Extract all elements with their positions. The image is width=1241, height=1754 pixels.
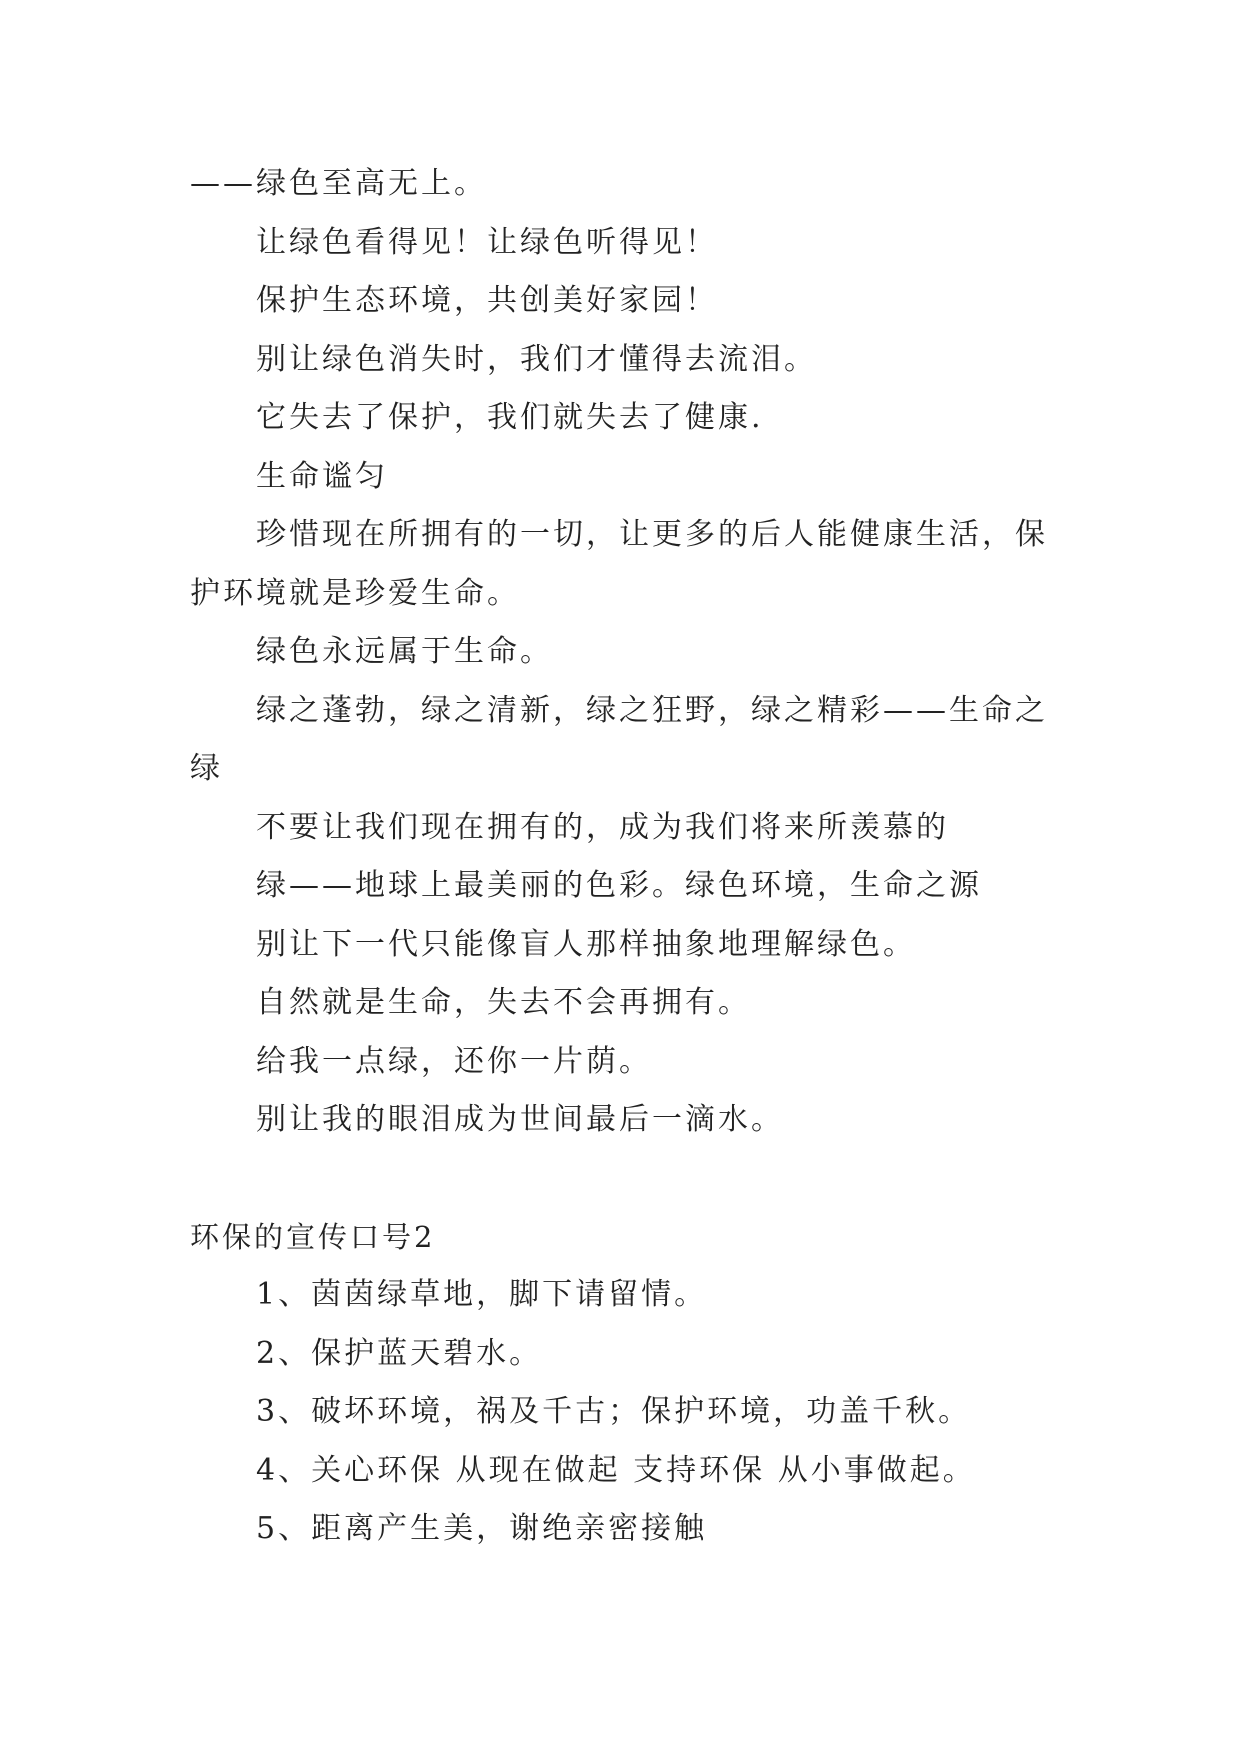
paragraph: 绿色永远属于生命。 [256,634,553,669]
paragraph: 不要让我们现在拥有的，成为我们将来所羡慕的 [256,809,949,845]
paragraph: 绿之蓬勃，绿之清新，绿之狂野，绿之精彩——生命之绿 [190,692,1048,786]
list-item: 4、关心环保 从现在做起 支持环保 从小事做起。 [256,1452,976,1488]
paragraph: 别让我的眼泪成为世间最后一滴水。 [256,1102,784,1137]
list-item: 1、茵茵绿草地，脚下请留情。 [256,1277,708,1312]
list-item: 2、保护蓝天碧水。 [256,1335,543,1371]
paragraph: 珍惜现在所拥有的一切，让更多的后人能健康生活，保护环境就是珍爱生命。 [190,517,1048,611]
paragraph: 自然就是生命，失去不会再拥有。 [256,985,751,1020]
document-body [190,155,1070,1559]
paragraph: 给我一点绿，还你一片荫。 [256,1043,652,1079]
list-item: 5、距离产生美，谢绝亲密接触 [256,1511,708,1546]
paragraph: 别让绿色消失时，我们才懂得去流泪。 [256,341,817,377]
paragraph: 保护生态环境，共创美好家园！ [256,283,718,318]
paragraph: 别让下一代只能像盲人那样抽象地理解绿色。 [256,926,916,962]
section-heading: 环保的宣传口号2 [190,1219,436,1254]
paragraph: 让绿色看得见！让绿色听得见！ [256,224,718,260]
list-item: 3、破坏环境，祸及千古；保护环境，功盖千秋。 [256,1394,972,1429]
paragraph: 它失去了保护，我们就失去了健康. [256,400,764,435]
paragraph: 生命谧匀 [256,458,388,494]
paragraph: ——绿色至高无上。 [190,166,487,201]
section-spacer [190,1150,1070,1208]
paragraph: 绿——地球上最美丽的色彩。绿色环境，生命之源 [256,868,982,903]
